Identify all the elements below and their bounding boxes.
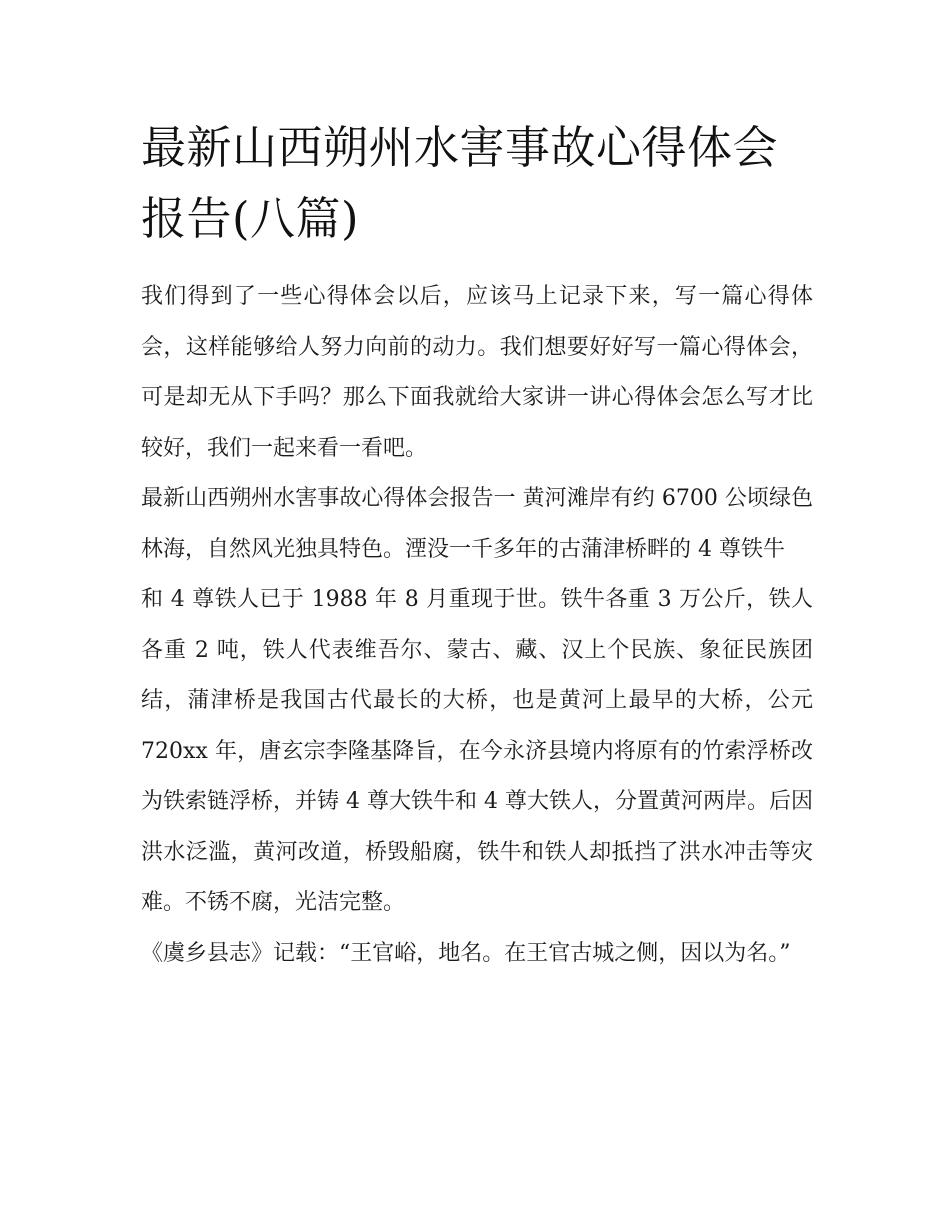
paragraph-iron-oxen: 和 4 尊铁人已于 1988 年 8 月重现于世。铁牛各重 3 万公斤，铁人各重 2 吨，铁人代表维吾尔、蒙古、藏、汉上个民族、象征民族团结，蒲津桥是我国古代最长的大桥，也是黄河上最早的大桥，公元 720xx 年，唐玄宗李隆基降旨，在今永济县境内将原有的竹索浮桥改为铁索链浮桥，并铸 4 尊大铁牛和 4 尊大铁人，分置黄河两岸。后因洪水泛滥，黄河改道，桥毁船腐，铁牛和铁人却抵挡了洪水冲击等灾难。不锈不腐，光洁完整。: [141, 587, 813, 915]
paragraph-county-records: 《虞乡县志》记载：“王官峪，地名。在王官古城之侧，因以为名。”: [141, 940, 791, 966]
paragraph-report-one: 最新山西朔州水害事故心得体会报告一 黄河滩岸有约 6700 公顷绿色林海，自然风光独具特色。湮没一千多年的古蒲津桥畔的 4 尊铁牛: [141, 486, 813, 562]
document-body: [141, 112, 813, 979]
document-title: 最新山西朔州水害事故心得体会报告(八篇): [141, 121, 779, 245]
paragraph-intro: 我们得到了一些心得体会以后，应该马上记录下来，写一篇心得体会，这样能够给人努力向前的动力。我们想要好好写一篇心得体会，可是却无从下手吗？那么下面我就给大家讲一讲心得体会怎么写才比较好，我们一起来看一看吧。: [141, 284, 813, 461]
